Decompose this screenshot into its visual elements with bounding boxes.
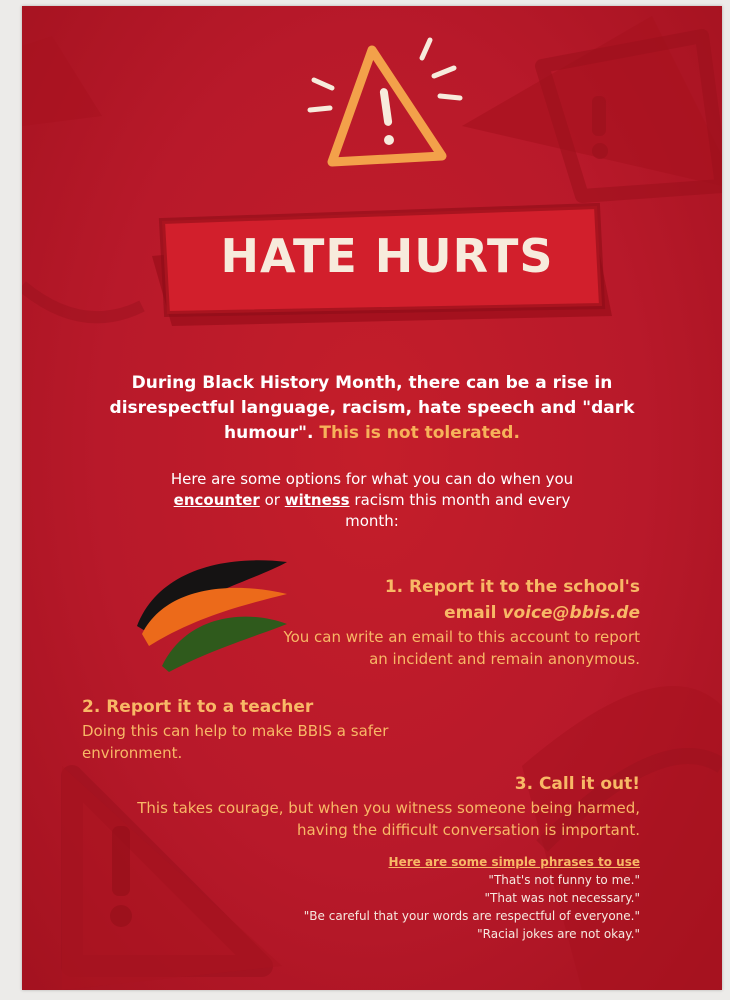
options-encounter-word: encounter xyxy=(173,491,260,509)
poster-title: HATE HURTS xyxy=(220,229,554,283)
phrases-section xyxy=(200,854,640,943)
intro-main-text: During Black History Month, there can be a rise in disrespectful language, racism, hate speech and "dark humour". xyxy=(109,373,635,443)
phrase-item: "That's not funny to me." xyxy=(488,873,640,887)
phrases-heading: Here are some simple phrases to use xyxy=(388,855,640,869)
options-pre-text: Here are some options for what you can do when you xyxy=(170,470,574,488)
option-1-email[interactable]: voice@bbis.de xyxy=(502,603,640,623)
option-1-body: You can write an email to this account to report an incident and remain anonymous. xyxy=(283,628,640,668)
option-3-body: This takes courage, but when you witness someone being harmed, having the difficult conversation is important. xyxy=(137,799,640,839)
phrase-item: "Be careful that your words are respectful of everyone." xyxy=(303,909,640,923)
flag-brush-strokes xyxy=(137,554,292,674)
phrase-item: "That was not necessary." xyxy=(484,891,640,905)
option-1-heading: 1. Report it to the school's xyxy=(384,577,640,597)
option-3-heading: 3. Call it out! xyxy=(514,774,640,794)
warning-triangle-icon xyxy=(302,28,472,178)
option-1-email-label: email xyxy=(444,603,497,623)
option-2-section xyxy=(82,694,412,764)
option-3-section xyxy=(120,771,640,841)
options-intro xyxy=(152,469,592,532)
phrase-item: "Racial jokes are not okay." xyxy=(477,927,640,941)
option-1-email-line xyxy=(280,600,640,626)
option-2-heading: 2. Report it to a teacher xyxy=(82,697,314,717)
intro-highlight-text: This is not tolerated. xyxy=(319,423,520,443)
option-1-section xyxy=(280,574,640,670)
poster xyxy=(22,6,722,990)
options-witness-word: witness xyxy=(284,491,350,509)
options-post-text: racism this month and every month: xyxy=(345,491,571,530)
intro-paragraph xyxy=(92,371,652,446)
option-2-body: Doing this can help to make BBIS a safer environment. xyxy=(82,722,389,762)
options-mid-text: or xyxy=(264,491,280,509)
